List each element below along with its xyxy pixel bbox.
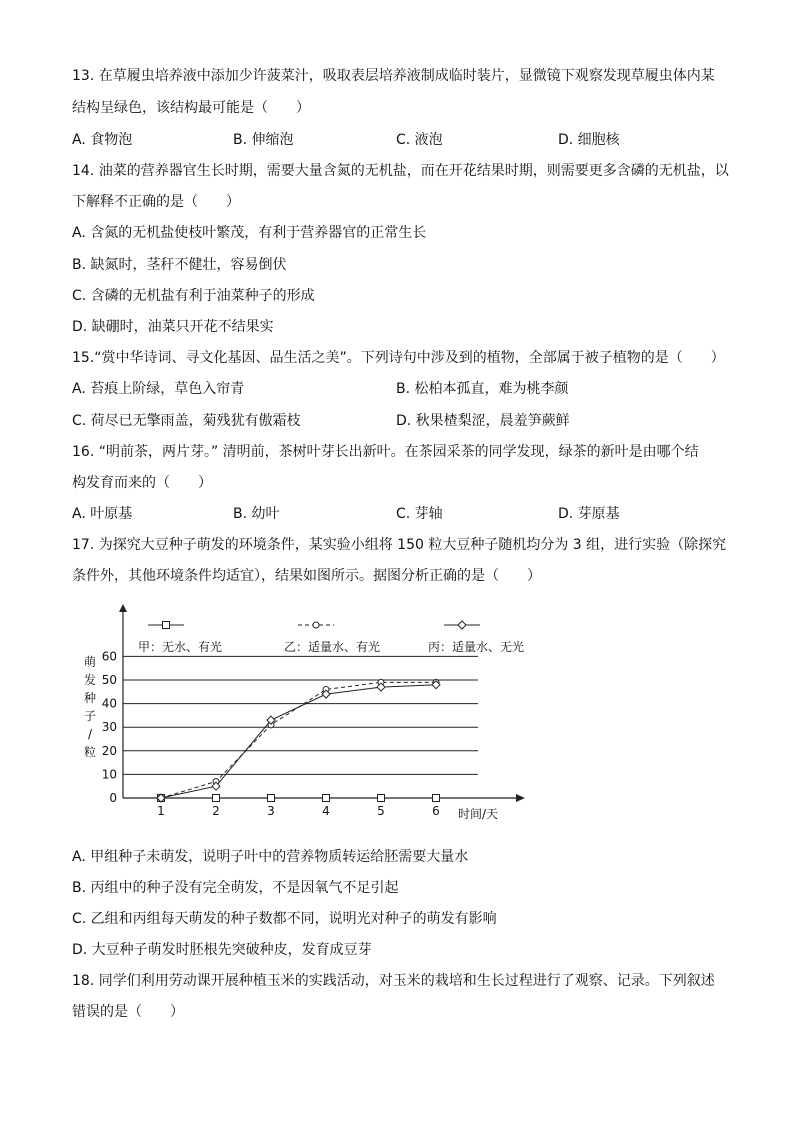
x-tick-label: 5 — [377, 804, 385, 818]
y-tick-label: 60 — [101, 649, 117, 664]
data-point — [268, 795, 275, 802]
chart-axes — [119, 604, 525, 802]
x-tick-label: 4 — [322, 804, 330, 818]
chart-tick-labels — [102, 649, 440, 818]
q16-option-b: B. 幼叶 — [233, 506, 280, 522]
q13-option-a: A. 食物泡 — [72, 132, 133, 148]
q17-stem-line1: 17. 为探究大豆种子萌发的环境条件，某实验小组将 150 粒大豆种子随机均分为 3 组，进行实验（除探究 — [72, 537, 727, 553]
q17-option-b: B. 丙组中的种子没有完全萌发，不是因氧气不足引起 — [72, 880, 399, 896]
q13-option-c: C. 液泡 — [396, 132, 443, 148]
q17-option-c: C. 乙组和丙组每天萌发的种子数都不同，说明光对种子的萌发有影响 — [72, 911, 497, 927]
y-label-char: / — [87, 727, 93, 741]
legend-label: 甲：无水、有光 — [138, 640, 223, 654]
legend-item — [284, 622, 380, 654]
q16-option-c: C. 芽轴 — [396, 506, 443, 522]
q18-stem-line1: 18. 同学们利用劳动课开展种植玉米的实践活动，对玉米的栽培和生长过程进行了观察、记录。下列叙述 — [72, 973, 715, 989]
chart-series — [157, 679, 440, 802]
q15-option-c: C. 荷尽已无擎雨盖，菊残犹有傲霜枝 — [72, 413, 301, 429]
chart-gridlines — [123, 656, 478, 774]
data-point — [378, 795, 385, 802]
data-point — [313, 622, 319, 628]
q13-option-d: D. 细胞核 — [558, 132, 620, 148]
x-tick-label: 6 — [432, 804, 440, 818]
q15-option-d: D. 秋果楂梨涩，晨羞笋蕨鲜 — [396, 413, 570, 429]
y-tick-label: 20 — [101, 743, 117, 758]
q16-option-a: A. 叶原基 — [72, 506, 133, 522]
q17-option-a: A. 甲组种子未萌发，说明子叶中的营养物质转运给胚需要大量水 — [72, 849, 469, 865]
q14-option-d: D. 缺硼时，油菜只开花不结果实 — [72, 319, 274, 335]
y-label-char: 萌 — [83, 655, 97, 669]
q14-stem-line1: 14. 油菜的营养器官生长时期，需要大量含氮的无机盐，而在开花结果时期，则需要更多含磷的无机盐，以 — [72, 163, 729, 179]
legend-label: 丙：适量水、无光 — [428, 640, 525, 654]
y-label-char: 粒 — [83, 745, 97, 759]
q17-option-d: D. 大豆种子萌发时胚根先突破种皮，发育成豆芽 — [72, 942, 372, 958]
x-tick-label: 3 — [267, 804, 275, 818]
series-line — [161, 685, 436, 798]
y-axis-arrow — [119, 604, 127, 612]
chart-legend — [138, 621, 524, 654]
y-tick-label: 40 — [101, 696, 117, 711]
q14-option-a: A. 含氮的无机盐使枝叶繁茂，有利于营养器官的正常生长 — [72, 225, 427, 241]
y-tick-label: 10 — [101, 767, 117, 782]
y-tick-label: 0 — [109, 791, 117, 805]
q17-stem-line2: 条件外，其他环境条件均适宜），结果如图所示。据图分析正确的是（ ） — [72, 568, 541, 584]
series-line — [161, 682, 436, 798]
y-label-char: 发 — [83, 673, 97, 687]
data-point — [163, 622, 170, 629]
q16-stem-line1: 16. “明前茶，两片芽。” 清明前，茶树叶芽长出新叶。在茶园采茶的同学发现，绿茶的新叶是由哪个结 — [72, 444, 699, 460]
q16-option-d: D. 芽原基 — [558, 506, 620, 522]
x-tick-label: 1 — [157, 804, 165, 818]
y-axis-label — [84, 655, 96, 759]
series-circle — [158, 679, 439, 801]
q18-stem-line2: 错误的是（ ） — [72, 1004, 184, 1020]
x-tick-label: 2 — [212, 804, 220, 818]
y-label-char: 种 — [83, 691, 97, 705]
x-axis-label: 时间/天 — [458, 807, 499, 821]
q15-stem-line1: 15.“赏中华诗词、寻文化基因、品生活之美”。下列诗句中涉及到的植物，全部属于被子植物的是（ ） — [72, 350, 725, 366]
q14-option-c: C. 含磷的无机盐有利于油菜种子的形成 — [72, 288, 315, 304]
germination-line-chart — [70, 600, 540, 830]
legend-label: 乙：适量水、有光 — [284, 640, 381, 654]
y-label-char: 子 — [83, 709, 97, 723]
y-tick-label: 50 — [101, 673, 117, 687]
y-tick-label: 30 — [101, 720, 117, 735]
legend-item — [428, 621, 524, 654]
q13-option-b: B. 伸缩泡 — [233, 132, 294, 148]
q13-stem-line1: 13. 在草履虫培养液中添加少许菠菜汁，吸取表层培养液制成临时装片，显微镜下观察发现草履虫体内某 — [72, 68, 715, 84]
q15-option-b: B. 松柏本孤直，难为桃李颜 — [396, 381, 569, 397]
data-point — [213, 795, 220, 802]
data-point — [433, 795, 440, 802]
data-point — [458, 621, 466, 629]
q13-stem-line2: 结构呈绿色，该结构最可能是（ ） — [72, 100, 310, 116]
series-diamond — [157, 681, 440, 802]
q15-option-a: A. 苔痕上阶绿，草色入帘青 — [72, 381, 245, 397]
data-point — [323, 795, 330, 802]
legend-item — [138, 622, 222, 655]
q14-option-b: B. 缺氮时，茎秆不健壮，容易倒伏 — [72, 257, 287, 273]
x-axis-arrow — [516, 794, 525, 802]
q14-stem-line2: 下解释不正确的是（ ） — [72, 194, 240, 210]
q16-stem-line2: 构发育而来的（ ） — [72, 475, 212, 491]
